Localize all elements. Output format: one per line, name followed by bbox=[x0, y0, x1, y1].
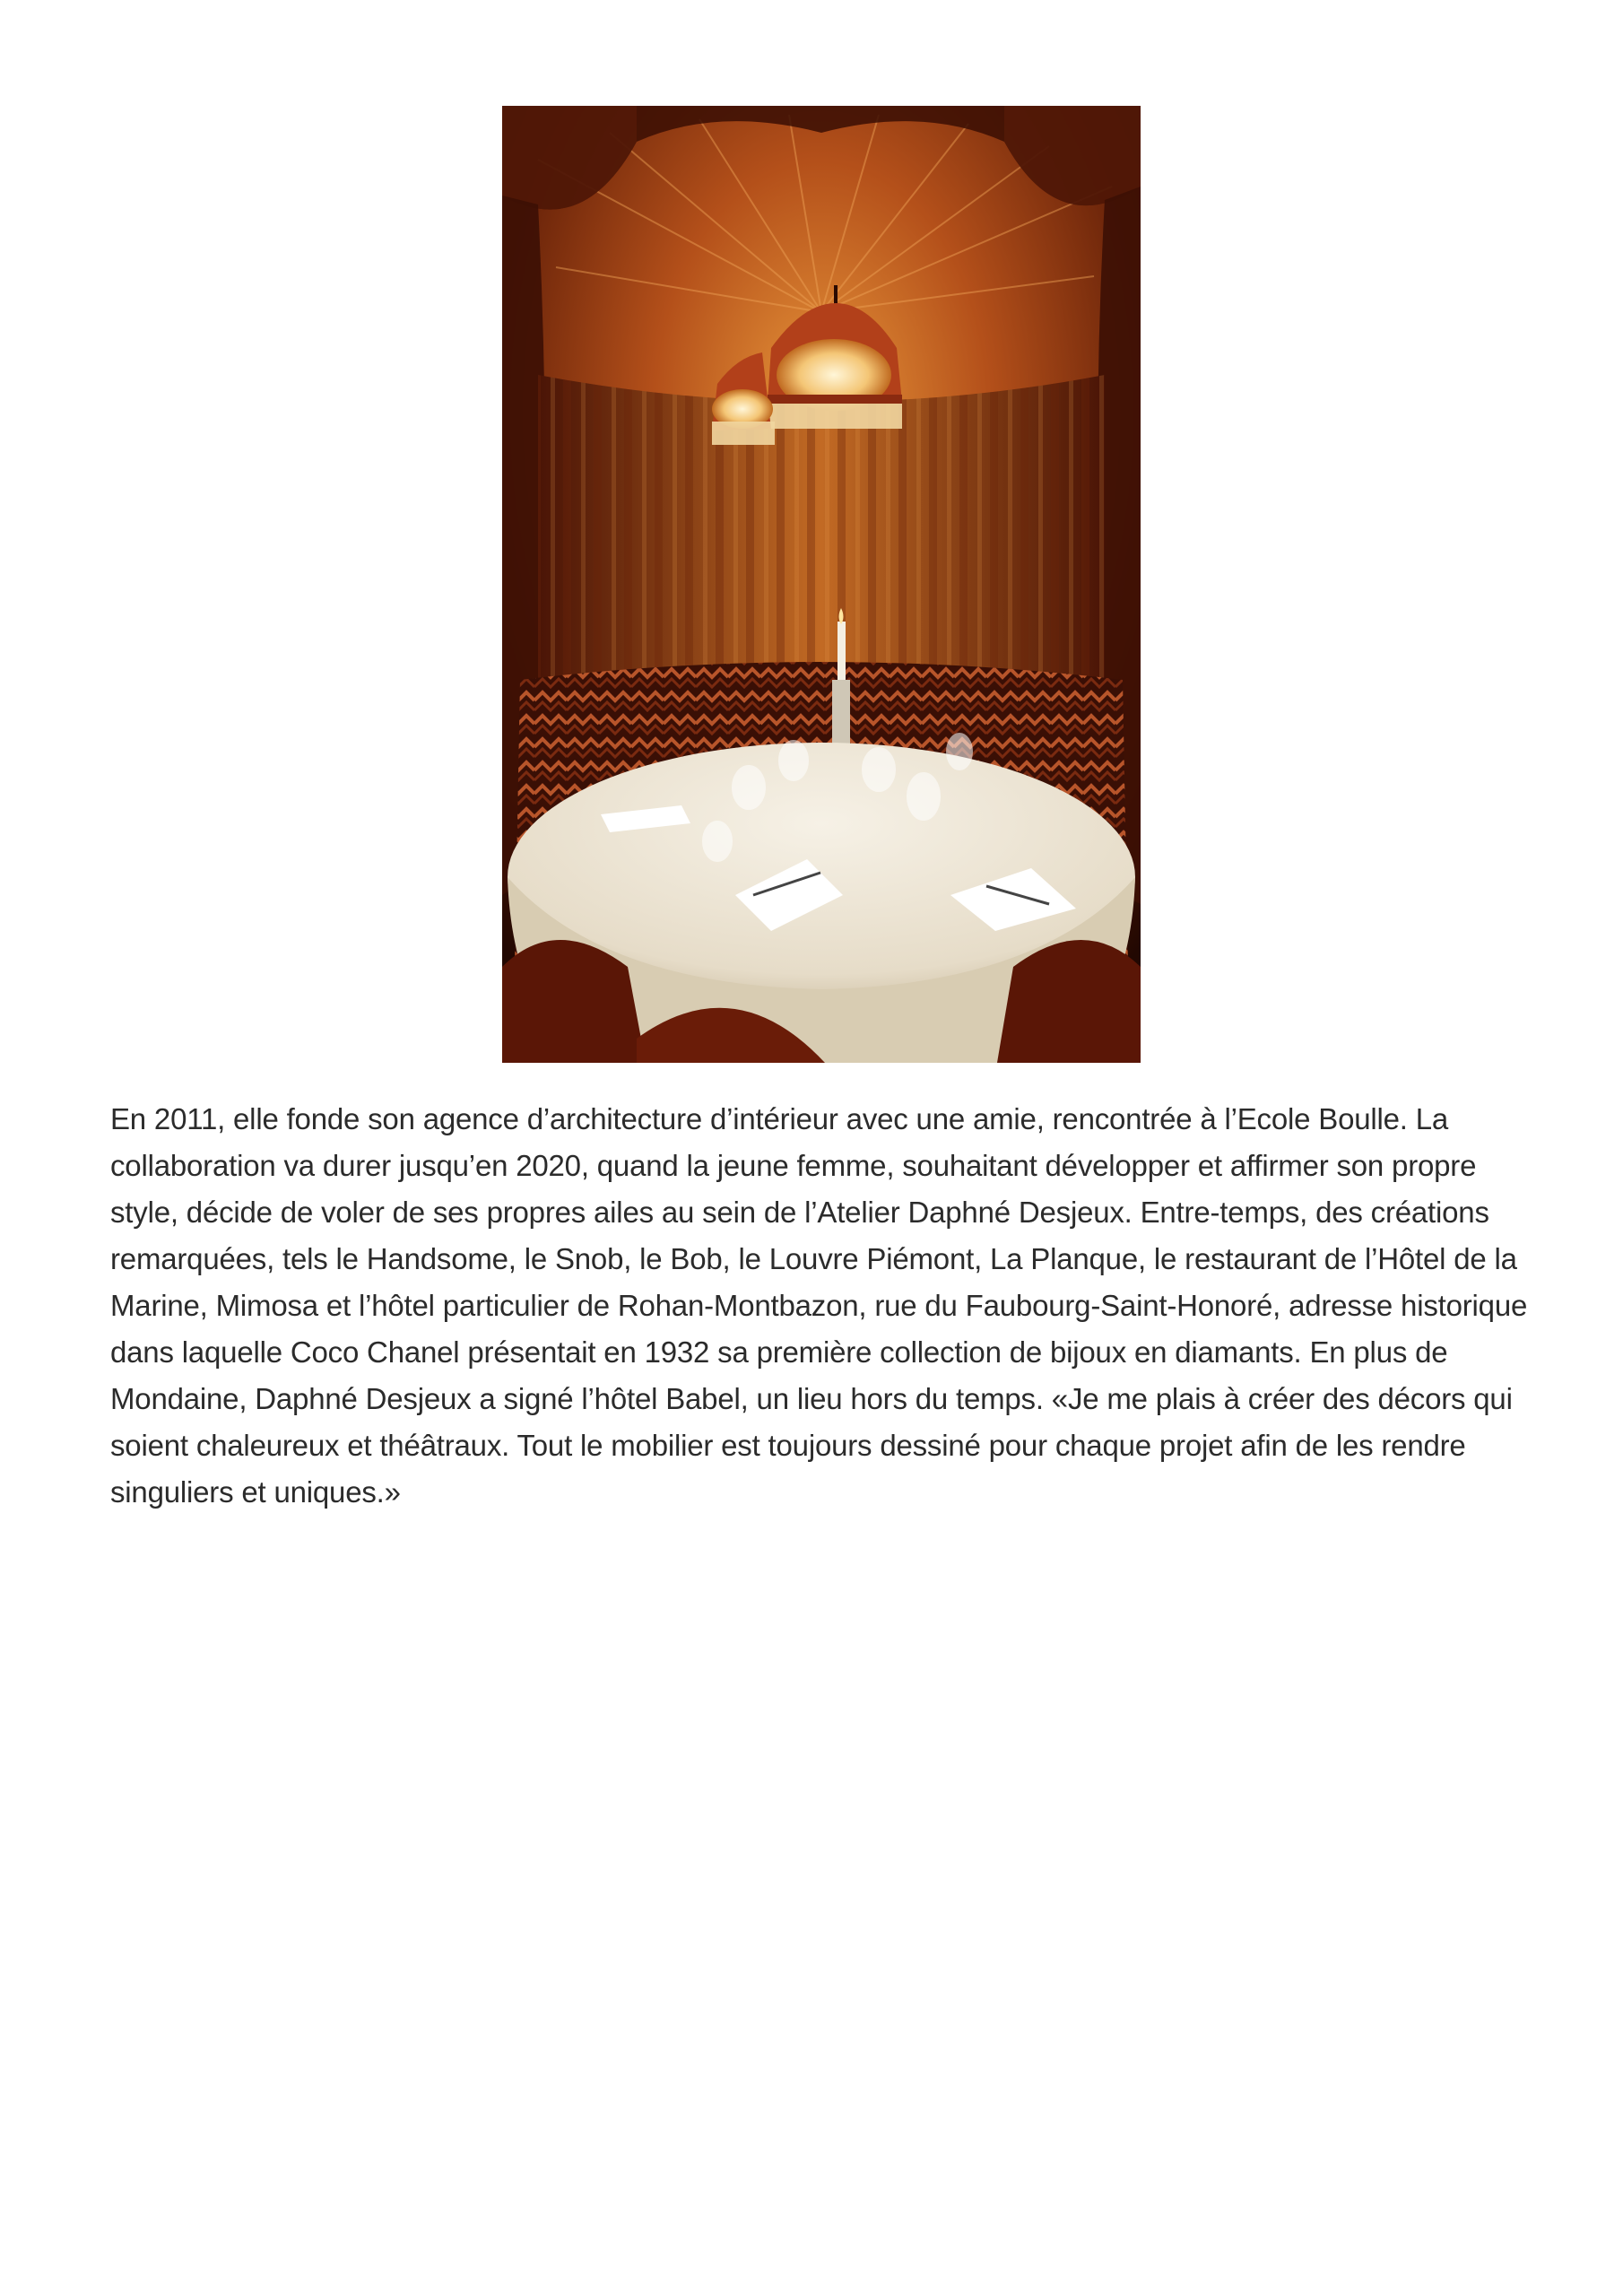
article-paragraph: En 2011, elle fonde son agence d’architecture d’intérieur avec une amie, rencontrée à l’Ecole Boulle. La collaboration va durer jusqu’en 2020, quand la jeune femme, souhaitant développer et affirmer son propre style, décide de voler de ses propres ailes au sein de l’Atelier Daphné Desjeux. Entre-temps, des créations remarquées, tels le Handsome, le Snob, le Bob, le Louvre Piémont, La Planque, le restaurant de l’Hôtel de la Marine, Mimosa et l’hôtel particulier de Rohan-Montbazon, rue du Faubourg-Saint-Honoré, adresse historique dans laquelle Coco Chanel présentait en 1932 sa première collection de bijoux en diamants. En plus de Mondaine, Daphné Desjeux a signé l’hôtel Babel, un lieu hors du temps. «Je me plais à créer des décors qui soient chaleureux et théâtraux. Tout le mobilier est toujours dessiné pour chaque projet afin de les rendre singuliers et uniques.» bbox=[110, 1102, 1528, 1509]
restaurant-booth-photo bbox=[502, 106, 1141, 1063]
